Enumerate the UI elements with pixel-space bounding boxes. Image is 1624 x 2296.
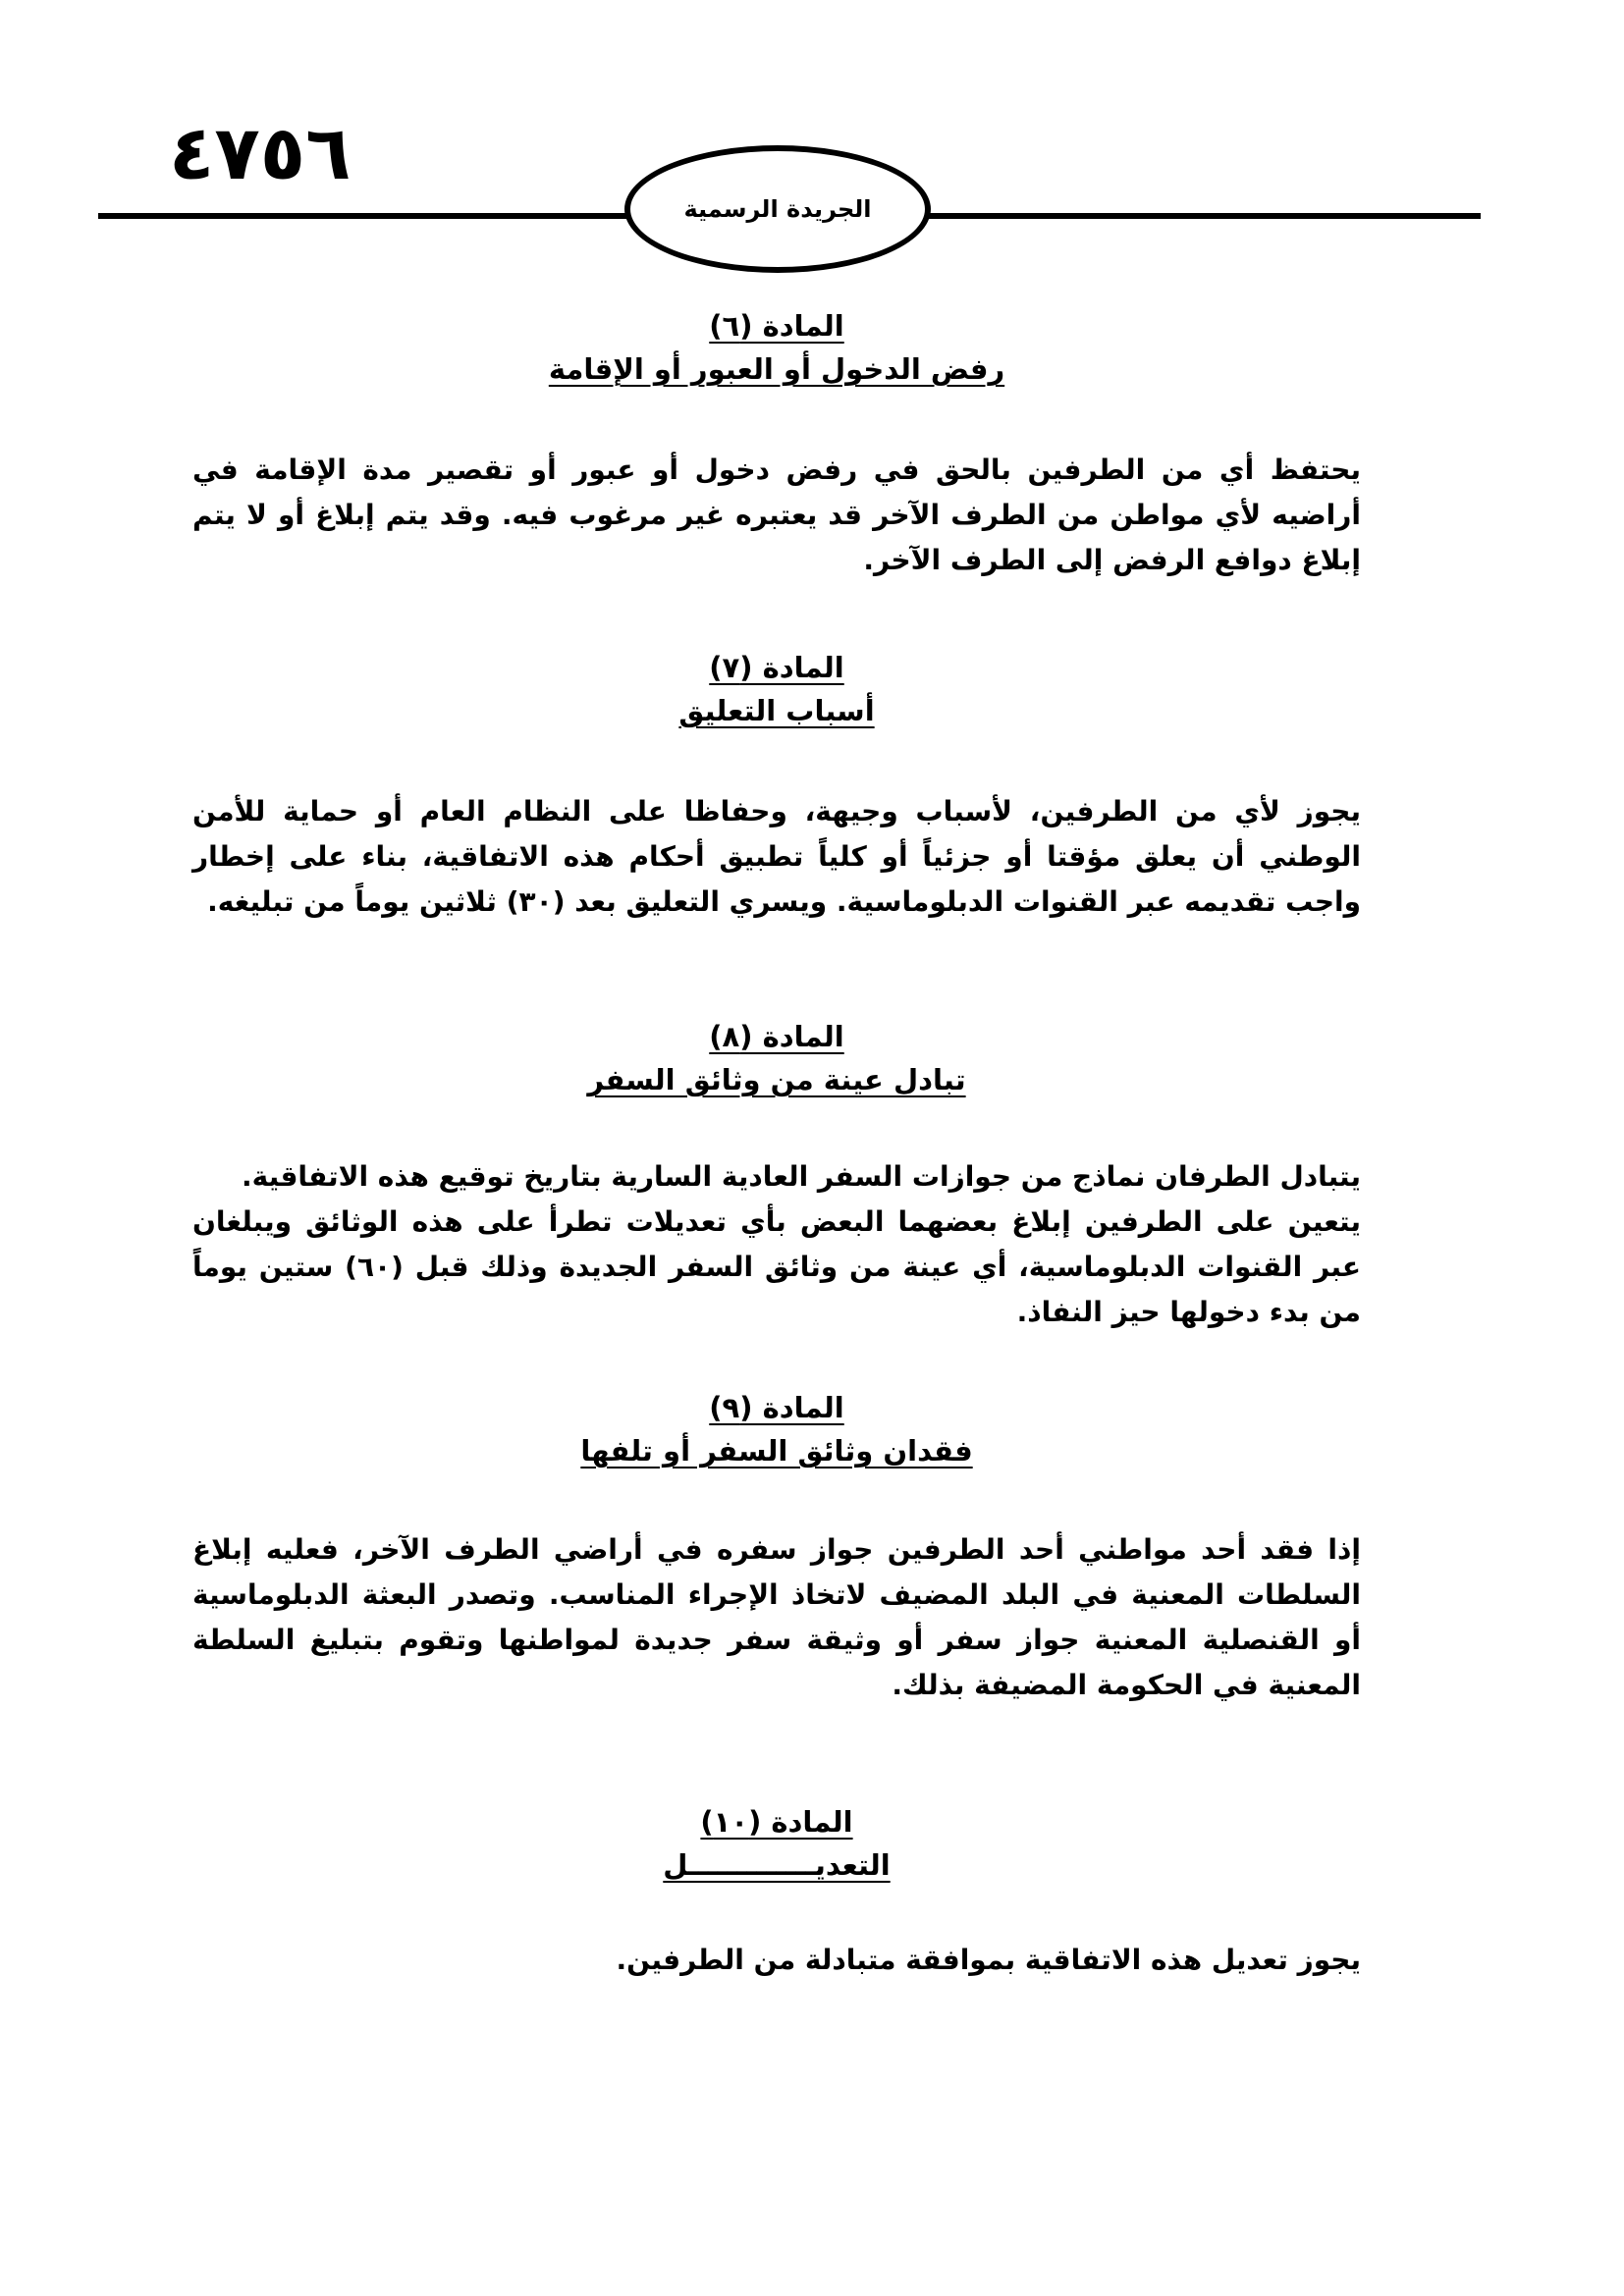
- document-body: [192, 304, 1361, 1983]
- article-title: التعديـــــــــــــل: [663, 1848, 891, 1882]
- paragraph: يجوز تعديل هذه الاتفاقية بموافقة متبادلة من الطرفين.: [616, 1944, 1361, 1976]
- page-number: ٤٧٥٦: [169, 109, 352, 196]
- article-body: [192, 789, 1361, 925]
- article-9: [192, 1386, 1361, 1708]
- article-title: فقدان وثائق السفر أو تلفها: [580, 1434, 973, 1468]
- article-number: المادة (٦): [709, 309, 844, 343]
- gazette-title: الجريدة الرسمية: [683, 195, 872, 223]
- article-heading: [192, 646, 1361, 732]
- article-heading: [192, 1015, 1361, 1101]
- article-number: المادة (٩): [709, 1391, 844, 1424]
- article-heading: [192, 304, 1361, 391]
- article-7: [192, 646, 1361, 925]
- article-body: [192, 1938, 1361, 1983]
- paragraph: إذا فقد أحد مواطني أحد الطرفين جواز سفره في أراضي الطرف الآخر، فعليه إبلاغ السلطات المعنية في البلد المضيف لاتخاذ الإجراء المناسب. وتصدر البعثة الدبلوماسية أو القنصلية المعنية جواز سفر أو وثيقة سفر جديدة لمواطنها وتقوم بتبليغ السلطة المعنية في الحكومة المضيفة بذلك.: [192, 1533, 1361, 1701]
- article-number: المادة (٨): [709, 1020, 844, 1053]
- paragraph: يحتفظ أي من الطرفين بالحق في رفض دخول أو عبور أو تقصير مدة الإقامة في أراضيه لأي مواطن من الطرف الآخر قد يعتبره غير مرغوب فيه. وقد يتم إبلاغ أو لا يتم إبلاغ دوافع الرفض إلى الطرف الآخر.: [192, 454, 1361, 576]
- paragraph: يتبادل الطرفان نماذج من جوازات السفر العادية السارية بتاريخ توقيع هذه الاتفاقية.: [242, 1160, 1361, 1193]
- article-8: [192, 1015, 1361, 1335]
- article-heading: [192, 1386, 1361, 1472]
- article-number: المادة (٧): [709, 651, 844, 684]
- article-title: أسباب التعليق: [678, 694, 875, 727]
- article-6: [192, 304, 1361, 583]
- article-title: رفض الدخول أو العبور أو الإقامة: [548, 352, 1005, 386]
- article-title: تبادل عينة من وثائق السفر: [587, 1063, 966, 1096]
- gazette-header-oval: [624, 145, 931, 273]
- article-body: [192, 1527, 1361, 1708]
- paragraph: يتعين على الطرفين إبلاغ بعضهما البعض بأي تعديلات تطرأ على هذه الوثائق ويبلغان عبر القنوات الدبلوماسية، أي عينة من وثائق السفر الجديدة وذلك قبل (٦٠) ستين يوماً من بدء دخولها حيز النفاذ.: [192, 1205, 1361, 1328]
- article-body: [192, 1154, 1361, 1335]
- article-number: المادة (١٠): [700, 1805, 853, 1839]
- paragraph: يجوز لأي من الطرفين، لأسباب وجيهة، وحفاظا على النظام العام أو حماية للأمن الوطني أن يعلق مؤقتا أو جزئياً أو كلياً تطبيق أحكام هذه الاتفاقية، بناء على إخطار واجب تقديمه عبر القنوات الدبلوماسية. ويسري التعليق بعد (٣٠) ثلاثين يوماً من تبليغه.: [192, 795, 1361, 918]
- article-heading: [192, 1800, 1361, 1887]
- article-body: [192, 448, 1361, 583]
- article-10: [192, 1800, 1361, 1983]
